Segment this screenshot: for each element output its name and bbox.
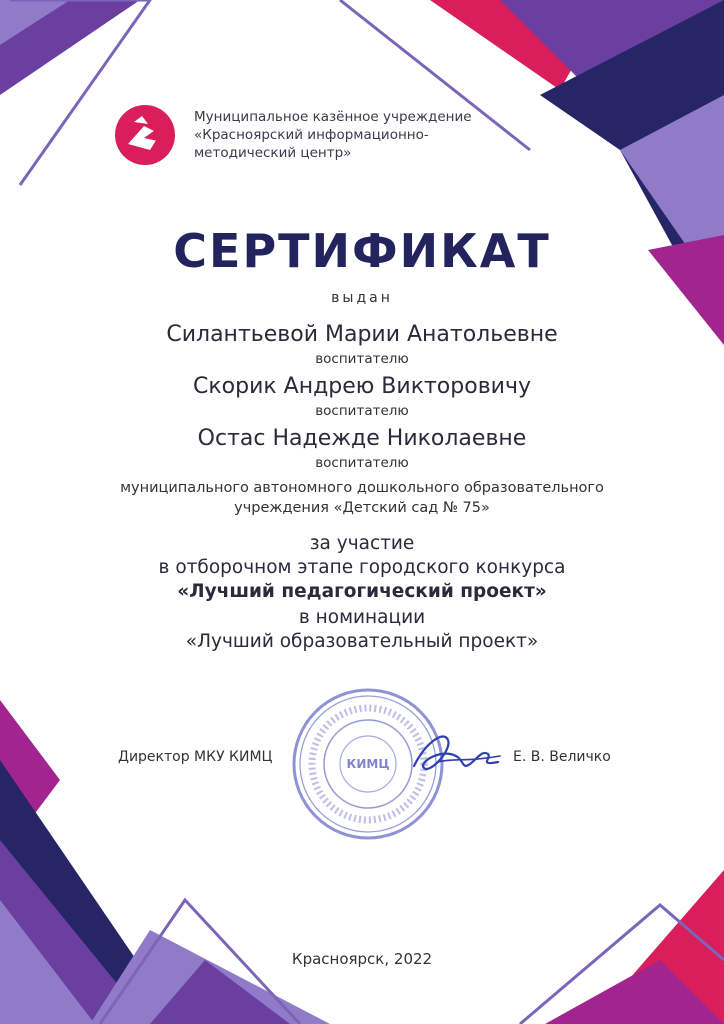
organization-name-line: Муниципальное казённое учреждение (194, 109, 472, 125)
organization-header (114, 104, 472, 168)
nomination-name: «Лучший образовательный проект» (185, 631, 539, 652)
institution-line: учреждения «Детский сад № 75» (234, 500, 490, 516)
organization-logo-icon (114, 104, 176, 166)
recipient-role: воспитателю (315, 403, 409, 419)
issued-label: выдан (331, 290, 393, 306)
city-year: Красноярск, 2022 (291, 950, 433, 968)
nomination-label: в номинации (298, 607, 426, 628)
contest-stage-text: в отборочном этапе городского конкурса (158, 557, 566, 578)
organization-name-line: методический центр» (194, 145, 352, 161)
institution-line: муниципального автономного дошкольного образовательного (120, 480, 604, 496)
organization-name-line: «Красноярский информационно- (194, 127, 429, 143)
recipient-name: Остас Надежде Николаевне (197, 426, 527, 451)
signatory-position: Директор МКУ КИМЦ (118, 749, 273, 765)
stamp-center-text: КИМЦ (346, 757, 390, 771)
contest-name: «Лучший педагогический проект» (177, 581, 547, 602)
handwritten-signature (408, 722, 504, 786)
recipient-name: Скорик Андрею Викторовичу (193, 374, 531, 399)
recipient-role: воспитателю (315, 455, 409, 471)
participation-text: за участие (309, 533, 415, 554)
recipient-role: воспитателю (315, 351, 409, 367)
recipient-name: Силантьевой Марии Анатольевне (166, 322, 558, 347)
signatory-name: Е. В. Величко (513, 749, 611, 765)
certificate-title: СЕРТИФИКАТ (173, 224, 551, 278)
